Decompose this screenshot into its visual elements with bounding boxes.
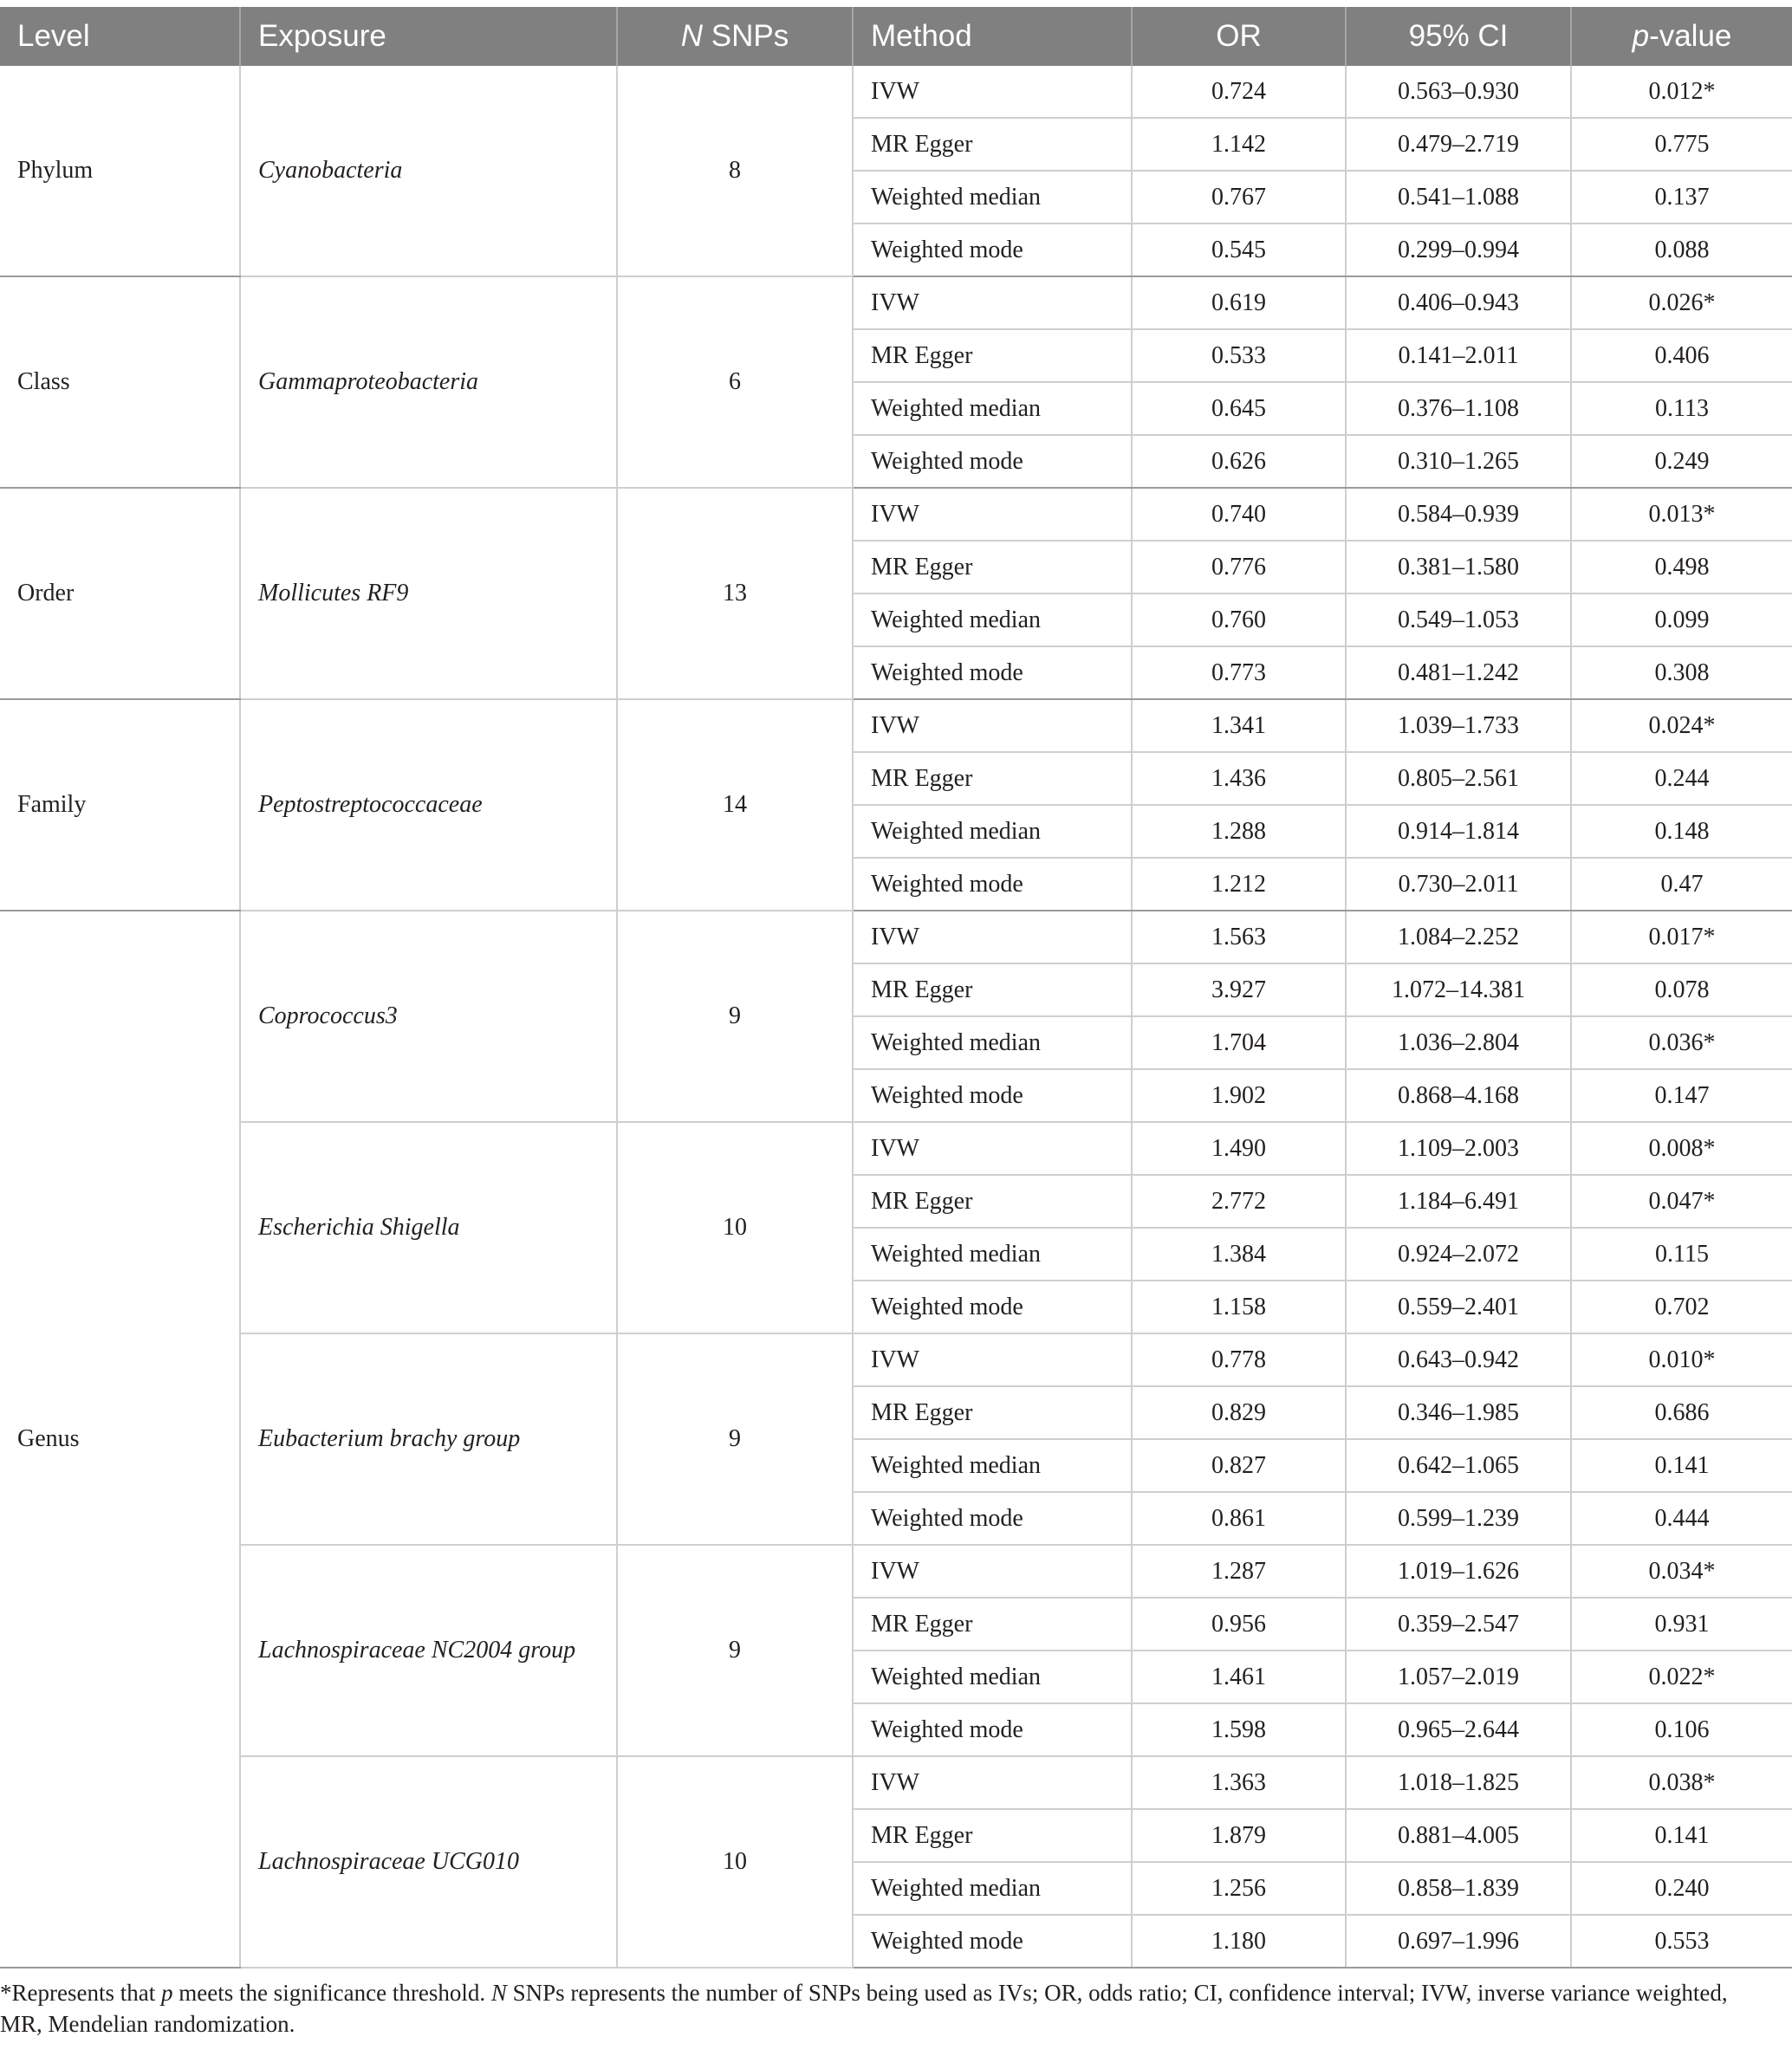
or-cell: 1.288 — [1132, 805, 1346, 858]
nsnps-cell: 6 — [617, 276, 853, 488]
or-cell: 0.740 — [1132, 488, 1346, 541]
p-value-cell: 0.099 — [1571, 593, 1792, 646]
ci-cell: 0.541–1.088 — [1346, 171, 1571, 224]
ci-cell: 0.359–2.547 — [1346, 1598, 1571, 1651]
ci-cell: 0.914–1.814 — [1346, 805, 1571, 858]
header-ci: 95% CI — [1346, 7, 1571, 66]
table-row — [0, 66, 1792, 118]
ci-cell: 0.642–1.065 — [1346, 1439, 1571, 1492]
footnote-text-2: meets the significance threshold. — [172, 1980, 491, 2006]
table-row — [0, 1122, 1792, 1175]
p-value-cell: 0.308 — [1571, 646, 1792, 699]
header-level: Level — [0, 7, 240, 66]
p-value-cell: 0.240 — [1571, 1862, 1792, 1915]
exposure-cell: Lachnospiraceae NC2004 group — [240, 1545, 617, 1756]
method-cell: Weighted mode — [853, 1915, 1132, 1968]
or-cell: 0.956 — [1132, 1598, 1346, 1651]
p-value-cell: 0.147 — [1571, 1069, 1792, 1122]
ci-cell: 1.084–2.252 — [1346, 911, 1571, 963]
or-cell: 1.461 — [1132, 1651, 1346, 1703]
p-value-cell: 0.148 — [1571, 805, 1792, 858]
ci-cell: 1.072–14.381 — [1346, 963, 1571, 1016]
or-cell: 1.436 — [1132, 752, 1346, 805]
method-cell: MR Egger — [853, 329, 1132, 382]
or-cell: 0.545 — [1132, 224, 1346, 276]
or-cell: 1.287 — [1132, 1545, 1346, 1598]
p-value-cell: 0.444 — [1571, 1492, 1792, 1545]
method-cell: Weighted mode — [853, 1492, 1132, 1545]
or-cell: 3.927 — [1132, 963, 1346, 1016]
mr-results-table — [0, 7, 1792, 1968]
method-cell: Weighted median — [853, 1862, 1132, 1915]
method-cell: MR Egger — [853, 1809, 1132, 1862]
table-row — [0, 1545, 1792, 1598]
p-value-cell: 0.137 — [1571, 171, 1792, 224]
p-value-cell: 0.498 — [1571, 541, 1792, 593]
exposure-cell: Escherichia Shigella — [240, 1122, 617, 1333]
ci-cell: 0.346–1.985 — [1346, 1386, 1571, 1439]
method-cell: MR Egger — [853, 118, 1132, 171]
method-cell: Weighted median — [853, 805, 1132, 858]
p-value-cell: 0.022* — [1571, 1651, 1792, 1703]
header-p-italic: p — [1632, 19, 1650, 53]
method-cell: IVW — [853, 66, 1132, 118]
table-row — [0, 1333, 1792, 1386]
method-cell: IVW — [853, 911, 1132, 963]
table-row — [0, 1756, 1792, 1809]
ci-cell: 0.599–1.239 — [1346, 1492, 1571, 1545]
ci-cell: 1.057–2.019 — [1346, 1651, 1571, 1703]
method-cell: IVW — [853, 276, 1132, 329]
header-nsnps-rest: SNPs — [703, 19, 789, 53]
exposure-cell: Mollicutes RF9 — [240, 488, 617, 699]
table-row — [0, 699, 1792, 752]
p-value-cell: 0.406 — [1571, 329, 1792, 382]
method-cell: Weighted median — [853, 1228, 1132, 1281]
or-cell: 0.619 — [1132, 276, 1346, 329]
or-cell: 1.256 — [1132, 1862, 1346, 1915]
p-value-cell: 0.047* — [1571, 1175, 1792, 1228]
nsnps-cell: 9 — [617, 1545, 853, 1756]
table-header — [0, 7, 1792, 66]
ci-cell: 0.481–1.242 — [1346, 646, 1571, 699]
method-cell: Weighted mode — [853, 1069, 1132, 1122]
method-cell: Weighted mode — [853, 435, 1132, 488]
exposure-cell: Gammaproteobacteria — [240, 276, 617, 488]
method-cell: MR Egger — [853, 752, 1132, 805]
ci-cell: 1.036–2.804 — [1346, 1016, 1571, 1069]
ci-cell: 0.965–2.644 — [1346, 1703, 1571, 1756]
p-value-cell: 0.078 — [1571, 963, 1792, 1016]
ci-cell: 1.019–1.626 — [1346, 1545, 1571, 1598]
p-value-cell: 0.038* — [1571, 1756, 1792, 1809]
header-p-rest: -value — [1649, 19, 1732, 53]
method-cell: MR Egger — [853, 541, 1132, 593]
p-value-cell: 0.088 — [1571, 224, 1792, 276]
exposure-cell: Peptostreptococcaceae — [240, 699, 617, 911]
ci-cell: 1.109–2.003 — [1346, 1122, 1571, 1175]
or-cell: 0.760 — [1132, 593, 1346, 646]
header-nsnps-italic: N — [680, 19, 704, 53]
method-cell: MR Egger — [853, 1598, 1132, 1651]
or-cell: 1.490 — [1132, 1122, 1346, 1175]
ci-cell: 0.858–1.839 — [1346, 1862, 1571, 1915]
method-cell: Weighted median — [853, 1016, 1132, 1069]
ci-cell: 0.643–0.942 — [1346, 1333, 1571, 1386]
p-value-cell: 0.141 — [1571, 1439, 1792, 1492]
nsnps-cell: 14 — [617, 699, 853, 911]
table-row — [0, 276, 1792, 329]
or-cell: 1.212 — [1132, 858, 1346, 911]
level-cell: Family — [0, 699, 240, 911]
header-p-value — [1571, 7, 1792, 66]
nsnps-cell: 9 — [617, 911, 853, 1122]
or-cell: 1.563 — [1132, 911, 1346, 963]
ci-cell: 0.924–2.072 — [1346, 1228, 1571, 1281]
p-value-cell: 0.113 — [1571, 382, 1792, 435]
ci-cell: 0.299–0.994 — [1346, 224, 1571, 276]
ci-cell: 0.559–2.401 — [1346, 1281, 1571, 1333]
ci-cell: 0.376–1.108 — [1346, 382, 1571, 435]
method-cell: Weighted mode — [853, 1703, 1132, 1756]
ci-cell: 0.730–2.011 — [1346, 858, 1571, 911]
p-value-cell: 0.034* — [1571, 1545, 1792, 1598]
p-value-cell: 0.008* — [1571, 1122, 1792, 1175]
method-cell: Weighted median — [853, 593, 1132, 646]
p-value-cell: 0.141 — [1571, 1809, 1792, 1862]
ci-cell: 0.479–2.719 — [1346, 118, 1571, 171]
ci-cell: 1.039–1.733 — [1346, 699, 1571, 752]
or-cell: 0.773 — [1132, 646, 1346, 699]
table-row — [0, 911, 1792, 963]
ci-cell: 0.881–4.005 — [1346, 1809, 1571, 1862]
nsnps-cell: 13 — [617, 488, 853, 699]
method-cell: Weighted mode — [853, 858, 1132, 911]
level-cell: Class — [0, 276, 240, 488]
exposure-cell: Cyanobacteria — [240, 66, 617, 276]
ci-cell: 0.563–0.930 — [1346, 66, 1571, 118]
ci-cell: 0.381–1.580 — [1346, 541, 1571, 593]
ci-cell: 0.868–4.168 — [1346, 1069, 1571, 1122]
ci-cell: 0.697–1.996 — [1346, 1915, 1571, 1968]
or-cell: 0.829 — [1132, 1386, 1346, 1439]
level-cell: Phylum — [0, 66, 240, 276]
method-cell: Weighted median — [853, 382, 1132, 435]
table-footnote — [0, 1977, 1768, 2040]
p-value-cell: 0.702 — [1571, 1281, 1792, 1333]
or-cell: 1.879 — [1132, 1809, 1346, 1862]
or-cell: 1.363 — [1132, 1756, 1346, 1809]
p-value-cell: 0.024* — [1571, 699, 1792, 752]
or-cell: 0.776 — [1132, 541, 1346, 593]
footnote-text-1: *Represents that — [0, 1980, 161, 2006]
footnote-text-3: SNPs represents the number of SNPs being used as IVs; OR, odds ratio; CI, confidence interval; IVW, inverse variance weighted, MR, Mendelian randomization. — [0, 1980, 1728, 2037]
method-cell: Weighted median — [853, 1651, 1132, 1703]
or-cell: 2.772 — [1132, 1175, 1346, 1228]
header-method: Method — [853, 7, 1132, 66]
header-nsnps — [617, 7, 853, 66]
or-cell: 0.861 — [1132, 1492, 1346, 1545]
method-cell: IVW — [853, 1756, 1132, 1809]
method-cell: MR Egger — [853, 1386, 1132, 1439]
ci-cell: 0.310–1.265 — [1346, 435, 1571, 488]
ci-cell: 1.184–6.491 — [1346, 1175, 1571, 1228]
nsnps-cell: 9 — [617, 1333, 853, 1545]
header-exposure: Exposure — [240, 7, 617, 66]
header-row — [0, 7, 1792, 66]
ci-cell: 0.141–2.011 — [1346, 329, 1571, 382]
or-cell: 0.645 — [1132, 382, 1346, 435]
p-value-cell: 0.931 — [1571, 1598, 1792, 1651]
method-cell: IVW — [853, 1122, 1132, 1175]
or-cell: 1.180 — [1132, 1915, 1346, 1968]
or-cell: 1.902 — [1132, 1069, 1346, 1122]
level-cell: Order — [0, 488, 240, 699]
p-value-cell: 0.775 — [1571, 118, 1792, 171]
p-value-cell: 0.249 — [1571, 435, 1792, 488]
table-row — [0, 488, 1792, 541]
method-cell: Weighted mode — [853, 646, 1132, 699]
or-cell: 1.142 — [1132, 118, 1346, 171]
method-cell: IVW — [853, 1333, 1132, 1386]
method-cell: Weighted mode — [853, 224, 1132, 276]
or-cell: 1.704 — [1132, 1016, 1346, 1069]
or-cell: 0.767 — [1132, 171, 1346, 224]
ci-cell: 1.018–1.825 — [1346, 1756, 1571, 1809]
or-cell: 0.724 — [1132, 66, 1346, 118]
or-cell: 1.158 — [1132, 1281, 1346, 1333]
exposure-cell: Eubacterium brachy group — [240, 1333, 617, 1545]
p-value-cell: 0.010* — [1571, 1333, 1792, 1386]
level-cell: Genus — [0, 911, 240, 1968]
or-cell: 1.598 — [1132, 1703, 1346, 1756]
p-value-cell: 0.686 — [1571, 1386, 1792, 1439]
or-cell: 1.341 — [1132, 699, 1346, 752]
method-cell: Weighted median — [853, 171, 1132, 224]
method-cell: Weighted mode — [853, 1281, 1132, 1333]
method-cell: IVW — [853, 1545, 1132, 1598]
p-value-cell: 0.553 — [1571, 1915, 1792, 1968]
method-cell: MR Egger — [853, 1175, 1132, 1228]
ci-cell: 0.406–0.943 — [1346, 276, 1571, 329]
ci-cell: 0.584–0.939 — [1346, 488, 1571, 541]
method-cell: MR Egger — [853, 963, 1132, 1016]
or-cell: 1.384 — [1132, 1228, 1346, 1281]
exposure-cell: Lachnospiraceae UCG010 — [240, 1756, 617, 1968]
p-value-cell: 0.47 — [1571, 858, 1792, 911]
nsnps-cell: 8 — [617, 66, 853, 276]
p-value-cell: 0.013* — [1571, 488, 1792, 541]
p-value-cell: 0.115 — [1571, 1228, 1792, 1281]
or-cell: 0.626 — [1132, 435, 1346, 488]
nsnps-cell: 10 — [617, 1122, 853, 1333]
or-cell: 0.778 — [1132, 1333, 1346, 1386]
method-cell: IVW — [853, 699, 1132, 752]
footnote-p-italic: p — [160, 1980, 173, 2006]
method-cell: IVW — [853, 488, 1132, 541]
or-cell: 0.533 — [1132, 329, 1346, 382]
p-value-cell: 0.012* — [1571, 66, 1792, 118]
ci-cell: 0.549–1.053 — [1346, 593, 1571, 646]
table-body — [0, 66, 1792, 1968]
nsnps-cell: 10 — [617, 1756, 853, 1968]
or-cell: 0.827 — [1132, 1439, 1346, 1492]
footnote-n-italic: N — [490, 1980, 507, 2006]
p-value-cell: 0.026* — [1571, 276, 1792, 329]
ci-cell: 0.805–2.561 — [1346, 752, 1571, 805]
method-cell: Weighted median — [853, 1439, 1132, 1492]
p-value-cell: 0.106 — [1571, 1703, 1792, 1756]
p-value-cell: 0.036* — [1571, 1016, 1792, 1069]
header-or: OR — [1132, 7, 1346, 66]
p-value-cell: 0.017* — [1571, 911, 1792, 963]
exposure-cell: Coprococcus3 — [240, 911, 617, 1122]
p-value-cell: 0.244 — [1571, 752, 1792, 805]
